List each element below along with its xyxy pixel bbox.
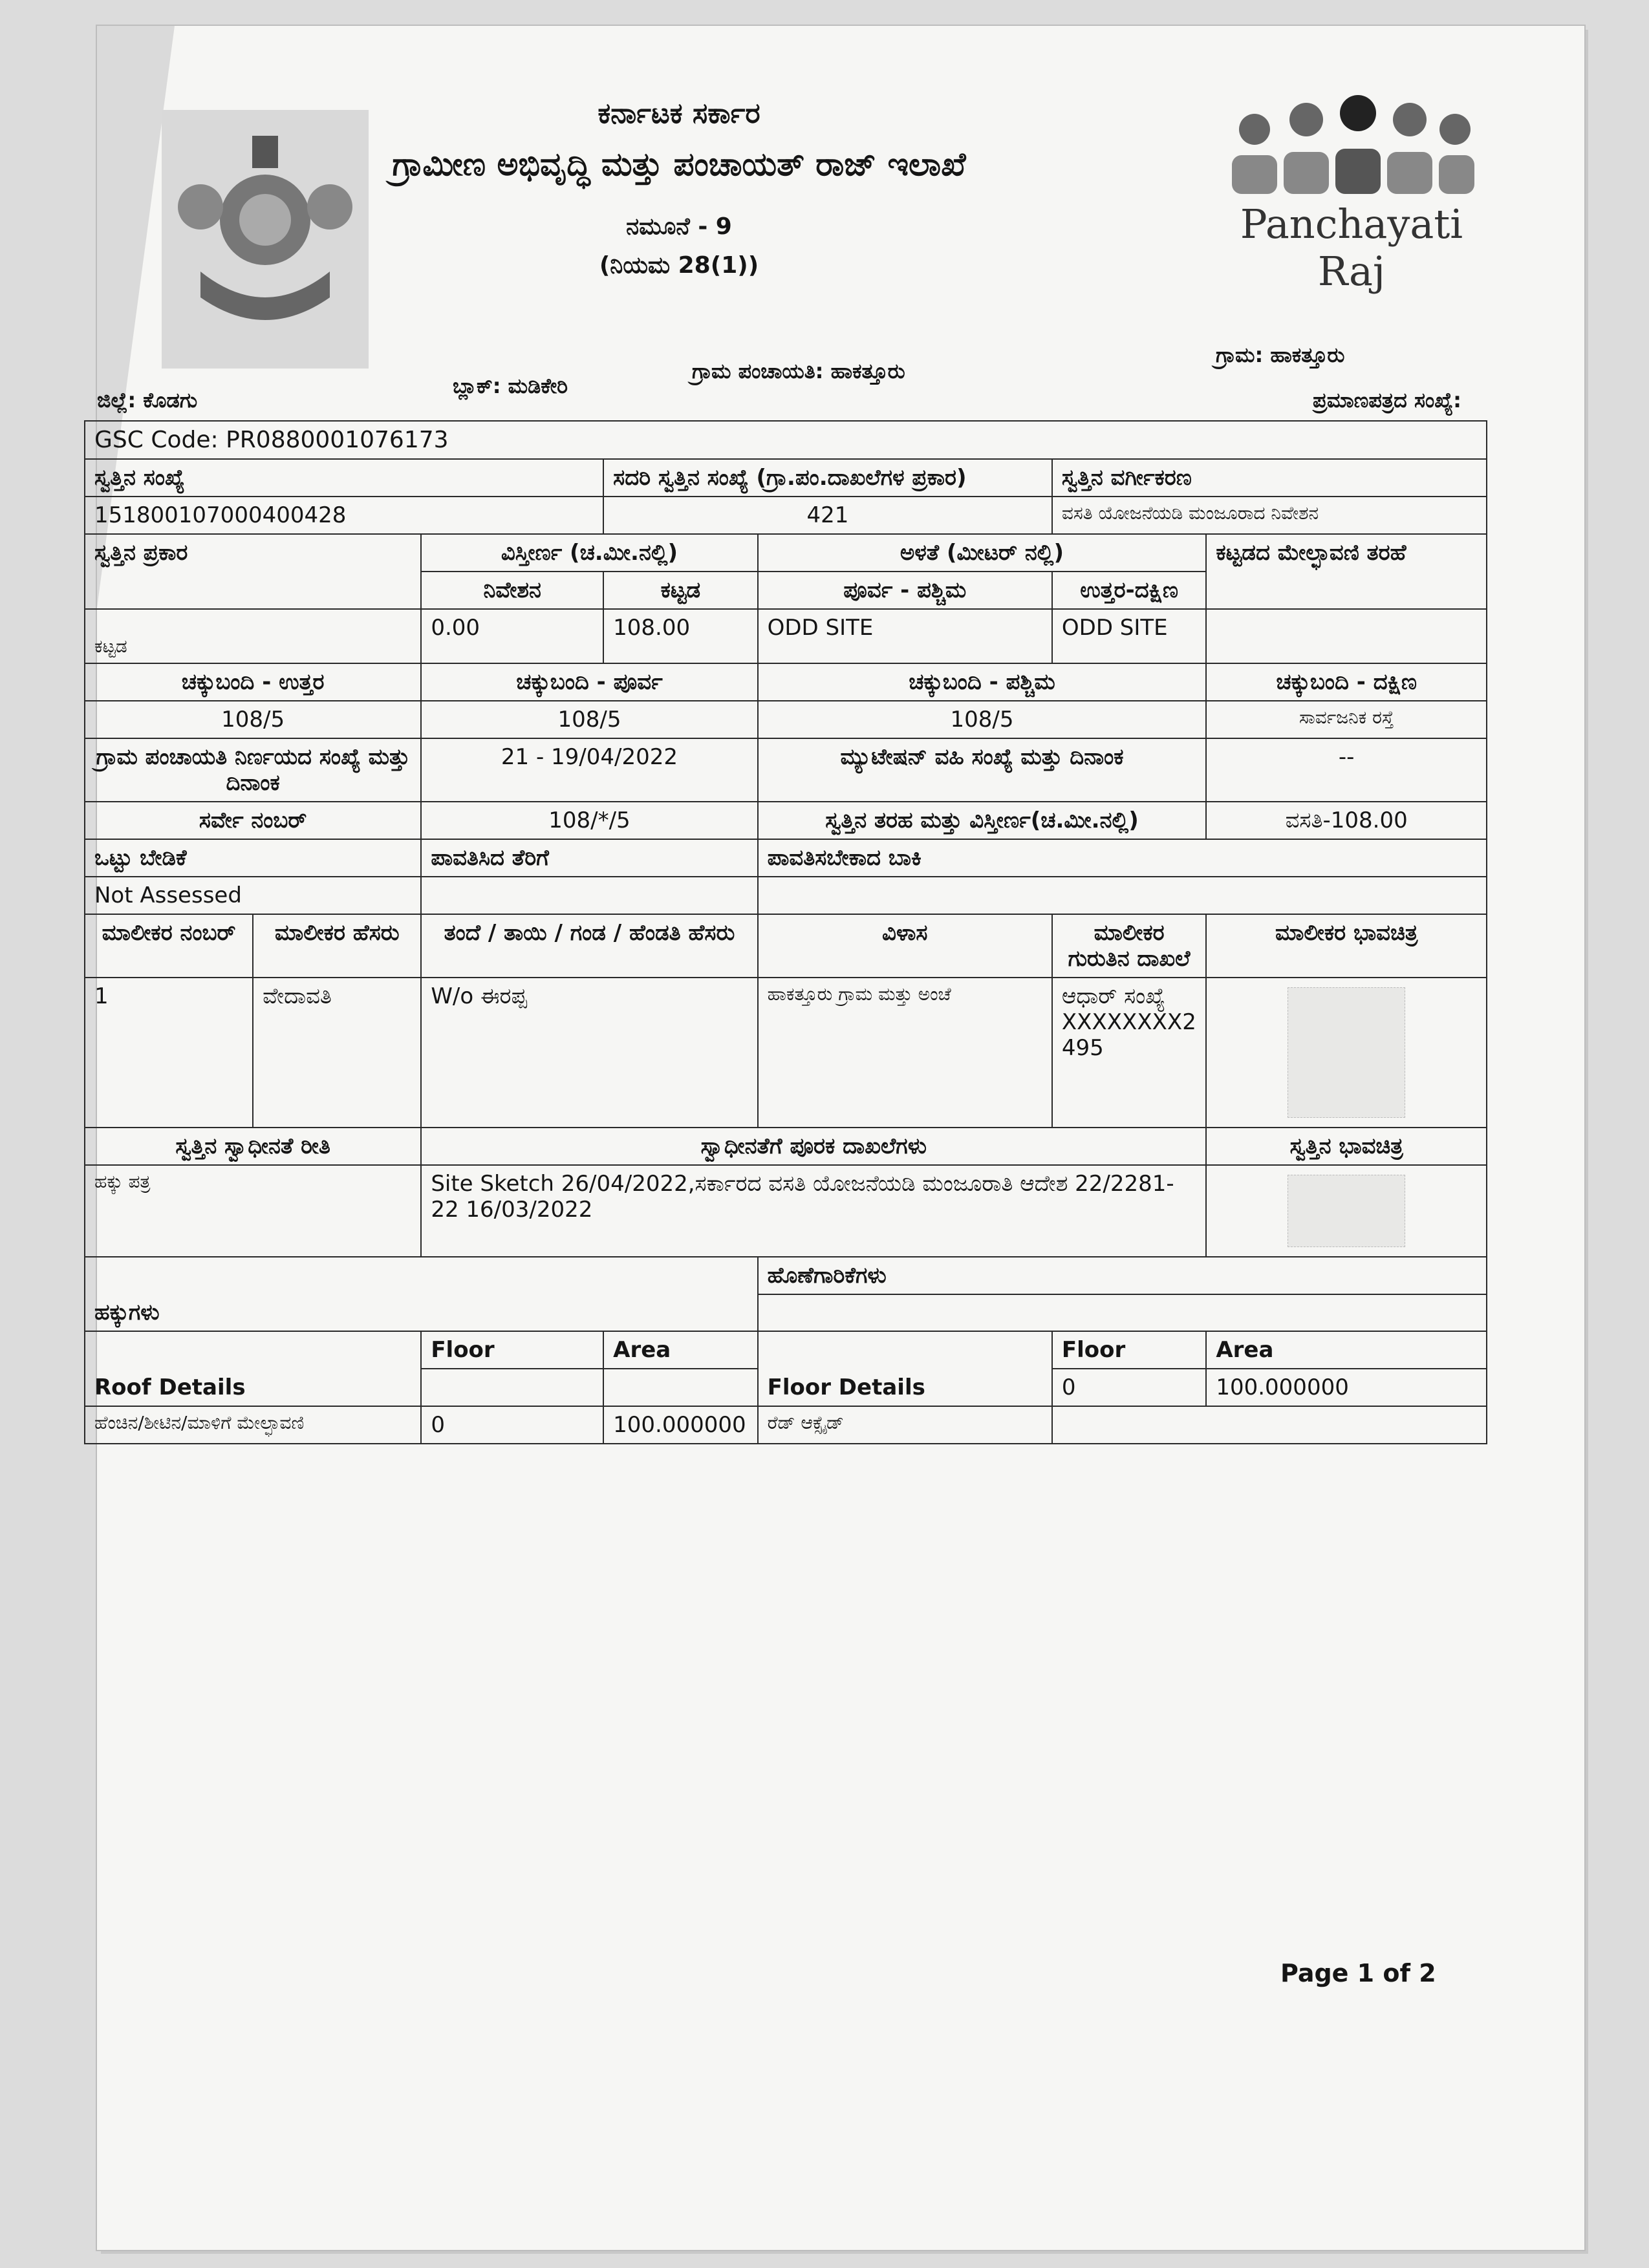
liabilities-value [758,1294,1487,1331]
owner-number-header: ಮಾಲೀಕರ ನಂಬರ್ [85,914,253,978]
floor-type: ರೆಡ್ ಆಕ್ಸೈಡ್ [758,1406,1052,1444]
owner-name: ವೇದಾವತಿ [253,978,421,1128]
owner-address: ಹಾಕತ್ತೂರು ಗ್ರಾಮ ಮತ್ತು ಅಂಚೆ [758,978,1052,1128]
east-west-dimension: ODD SITE [758,609,1052,663]
boundary-east-label: ಚಕ್ಕುಬಂದಿ - ಪೂರ್ವ [421,663,757,701]
area-label: ವಿಸ್ತೀರ್ಣ (ಚ.ಮೀ.ನಲ್ಲಿ) [421,534,757,572]
property-photo-cell [1206,1165,1487,1257]
owner-relation-header: ತಂದೆ / ತಾಯಿ / ಗಂಡ / ಹೆಂಡತಿ ಹೆಸರು [421,914,757,978]
roof-area-header: Area [603,1331,757,1369]
owner-number: 1 [85,978,253,1128]
gsc-code: GSC Code: PR0880001076173 [85,421,1487,459]
owner-address-header: ವಿಳಾಸ [758,914,1052,978]
resolution-label: ಗ್ರಾಮ ಪಂಚಾಯತಿ ನಿರ್ಣಯದ ಸಂಖ್ಯೆ ಮತ್ತು ದಿನಾಂಕ [85,738,421,802]
property-form-table [84,420,1487,1444]
mutation-label: ಮ್ಯುಟೇಷನ್ ವಹಿ ಸಂಖ್ಯೆ ಮತ್ತು ದಿನಾಂಕ [758,738,1207,802]
roof-type-value [1206,609,1487,663]
survey-label: ಸರ್ವೇ ನಂಬರ್ [85,802,421,839]
certificate-number-label: ಪ್ರಮಾಣಪತ್ರದ ಸಂಖ್ಯೆ: [1313,388,1461,412]
supporting-documents-label: ಸ್ವಾಧೀನತೆಗೆ ಪೂರಕ ದಾಖಲೆಗಳು [421,1128,1206,1165]
table-row [85,978,1487,1128]
north-south-dimension: ODD SITE [1052,609,1206,663]
property-type: ಕಟ್ಟಡ [85,609,421,663]
gram-panchayat-label: ಗ್ರಾಮ ಪಂಚಾಯತಿ: ಹಾಕತ್ತೂರು [692,359,905,383]
boundary-north-label: ಚಕ್ಕುಬಂದಿ - ಉತ್ತರ [85,663,421,701]
resolution: 21 - 19/04/2022 [421,738,757,802]
site-area-label: ನಿವೇಶನ [421,572,603,609]
roof-type: ಹೆಂಚಿನ/ಶೀಟಿನ/ಮಾಳಿಗೆ ಮೇಲ್ಛಾವಣಿ [85,1406,421,1444]
floor-floor-value: 0 [1052,1369,1206,1406]
type-area: ವಸತಿ-108.00 [1206,802,1487,839]
balance-label: ಪಾವತಿಸಬೇಕಾದ ಬಾಕಿ [758,839,1487,877]
rule-number: (ನಿಯಮ 28(1)) [599,252,759,279]
boundary-north: 108/5 [85,701,421,738]
gp-property-number: 421 [603,497,1052,534]
mutation: -- [1206,738,1487,802]
owner-photo-cell [1206,978,1487,1128]
rights-spacer [85,1257,758,1294]
owner-name-header: ಮಾಲೀಕರ ಹೆಸರು [253,914,421,978]
ownership-method-label: ಸ್ವತ್ತಿನ ಸ್ವಾಧೀನತೆ ರೀತಿ [85,1128,421,1165]
paid-tax-label: ಪಾವತಿಸಿದ ತೆರಿಗೆ [421,839,757,877]
floor-area-header: Area [1206,1331,1487,1369]
type-area-label: ಸ್ವತ್ತಿನ ತರಹ ಮತ್ತು ವಿಸ್ತೀರ್ಣ(ಚ.ಮೀ.ನಲ್ಲಿ) [758,802,1207,839]
classification-label: ಸ್ವತ್ತಿನ ವರ್ಗೀಕರಣ [1052,459,1487,497]
site-area: 0.00 [421,609,603,663]
form-number: ನಮೂನೆ - 9 [626,213,732,240]
ownership-method: ಹಕ್ಕು ಪತ್ರ [85,1165,421,1257]
balance-value [758,877,1487,914]
property-type-label: ಸ್ವತ್ತಿನ ಪ್ರಕಾರ [85,534,421,609]
classification: ವಸತಿ ಯೋಜನೆಯಡಿ ಮಂಜೂರಾದ ನಿವೇಶನ [1052,497,1487,534]
property-number-label: ಸ್ವತ್ತಿನ ಸಂಖ್ಯೆ [85,459,603,497]
survey-number: 108/*/5 [421,802,757,839]
boundary-south: ಸಾರ್ವಜನಿಕ ರಸ್ತೆ [1206,701,1487,738]
supporting-documents: Site Sketch 26/04/2022,ಸರ್ಕಾರದ ವಸತಿ ಯೋಜನೆಯಡಿ ಮಂಜೂರಾತಿ ಆದೇಶ 22/2281-22 16/03/2022 [421,1165,1206,1257]
paid-tax-value [421,877,757,914]
boundary-south-label: ಚಕ್ಕುಬಂದಿ - ದಕ್ಷಿಣ [1206,663,1487,701]
owner-id-header: ಮಾಲೀಕರ ಗುರುತಿನ ದಾಖಲೆ [1052,914,1206,978]
roof-floor-spacer [421,1369,603,1406]
floor-area-value: 100.000000 [1206,1369,1487,1406]
state-title: ಕರ್ನಾಟಕ ಸರ್ಕಾರ [598,97,760,130]
roof-area-value: 100.000000 [603,1406,757,1444]
floor-details-label: Floor Details [758,1331,1052,1406]
building-area: 108.00 [603,609,757,663]
roof-details-label: Roof Details [85,1331,421,1406]
floor-floor-header: Floor [1052,1331,1206,1369]
roof-floor-value: 0 [421,1406,603,1444]
north-south-label: ಉತ್ತರ-ದಕ್ಷಿಣ [1052,572,1206,609]
village-label: ಗ್ರಾಮ: ಹಾಕತ್ತೂರು [1216,343,1345,367]
east-west-label: ಪೂರ್ವ - ಪಶ್ಚಿಮ [758,572,1052,609]
owner-relation: W/o ಈರಪ್ಪ [421,978,757,1128]
block-label: ಬ್ಲಾಕ್: ಮಡಿಕೇರಿ [453,374,568,398]
boundary-west: 108/5 [758,701,1207,738]
owner-photo-header: ಮಾಲೀಕರ ಭಾವಚಿತ್ರ [1206,914,1487,978]
rights-label: ಹಕ್ಕುಗಳು [85,1294,758,1331]
floor-empty [1052,1406,1487,1444]
roof-area-spacer [603,1369,757,1406]
owner-id: ಆಧಾರ್ ಸಂಖ್ಯೆ XXXXXXXX2495 [1052,978,1206,1128]
boundary-west-label: ಚಕ್ಕುಬಂದಿ - ಪಶ್ಚಿಮ [758,663,1207,701]
district-label: ಜಿಲ್ಲೆ: ಕೊಡಗು [97,388,198,412]
liabilities-label: ಹೊಣೆಗಾರಿಕೆಗಳು [758,1257,1487,1294]
total-demand-label: ಒಟ್ಟು ಬೇಡಿಕೆ [85,839,421,877]
roof-floor-header: Floor [421,1331,603,1369]
department-title: ಗ್ರಾಮೀಣ ಅಭಿವೃದ್ಧಿ ಮತ್ತು ಪಂಚಾಯತ್ ರಾಜ್ ಇಲಾಖೆ [392,145,966,183]
property-photo [1288,1175,1405,1247]
gp-property-number-label: ಸದರಿ ಸ್ವತ್ತಿನ ಸಂಖ್ಯೆ (ಗ್ರಾ.ಪಂ.ದಾಖಲೆಗಳ ಪ್ರಕಾರ) [603,459,1052,497]
dimensions-label: ಅಳತೆ (ಮೀಟರ್ ನಲ್ಲಿ) [758,534,1207,572]
owner-photo [1288,987,1405,1118]
roof-type-label: ಕಟ್ಟಡದ ಮೇಲ್ಛಾವಣಿ ತರಹೆ [1206,534,1487,609]
logo-text: Panchayati Raj [1240,200,1463,295]
boundary-east: 108/5 [421,701,757,738]
property-photo-label: ಸ್ವತ್ತಿನ ಭಾವಚಿತ್ರ [1206,1128,1487,1165]
building-area-label: ಕಟ್ಟಡ [603,572,757,609]
property-number: 151800107000400428 [85,497,603,534]
total-demand: Not Assessed [85,877,421,914]
page-number: Page 1 of 2 [1280,1959,1436,1987]
